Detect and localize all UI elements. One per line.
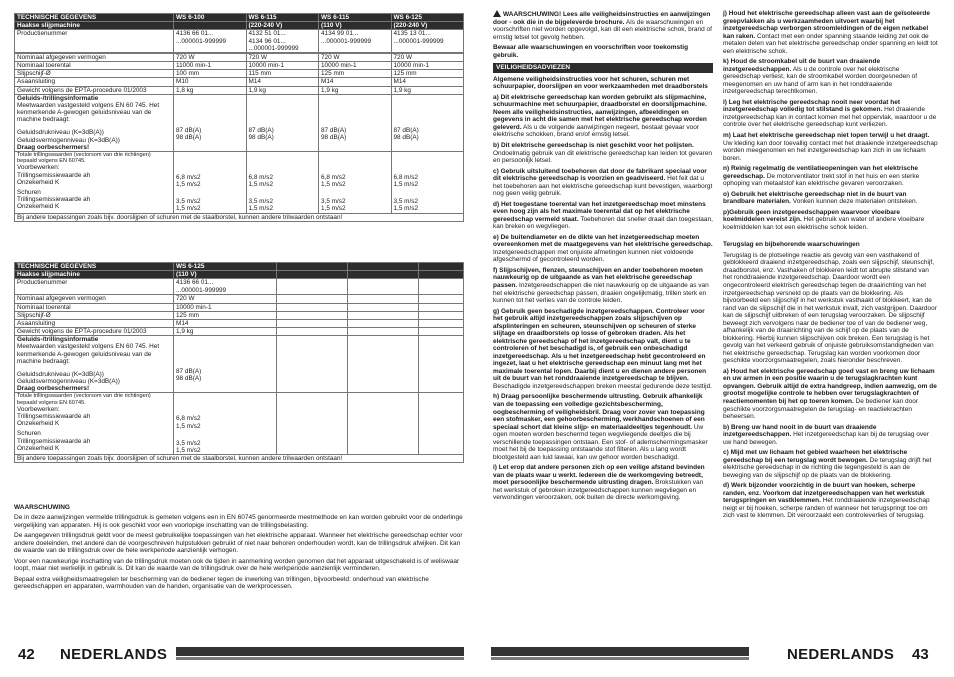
warning-icon [493, 10, 501, 17]
table-cell: 87 dB(A) 98 dB(A) [391, 94, 464, 151]
table-header-cell [419, 263, 464, 271]
list-item: k) Houd de stroomkabel uit de buurt van draaiende inzetgereedschappen. Als u de controle over het elektrische gereedschap verliest, kan de stroomkabel worden doorgesneden of meegenomen en uw hand of arm kan in het ronddraaiende inzetgereedschap terechtkomen. [723, 58, 918, 96]
paragraph: Bepaal extra veiligheidsmaatregelen ter bescherming van de bediener tegen de inwerking van trillingen, bijvoorbeeld: onderhoud van elektrische gereedschappen en apparaten, warmhouden van de handen, organisatie van de werkprocessen. [14, 575, 429, 591]
table-header-cell [277, 263, 348, 271]
table-header-cell: TECHNISCHE GEGEVENS [15, 263, 174, 271]
footer-bar [491, 647, 749, 656]
table-cell: 87 dB(A) 98 dB(A) [174, 94, 247, 151]
list-item: c) Mijd met uw lichaam het gebied waarheen het elektrische gereedschap bij een terugslag wordt bewogen. De terugslag drijft het elektrische gereedschap in de richting die tegengesteld is aan de beweging van de slijpschijf op de plaats van de blokkering. [723, 449, 932, 479]
table-cell: M14 [391, 78, 464, 86]
language-title: NEDERLANDS [60, 646, 168, 663]
table-cell: M10 [174, 78, 247, 86]
table-cell: M14 [246, 78, 319, 86]
table-header-cell: WS 6-125 [391, 14, 464, 22]
table-cell: 87 dB(A) 98 dB(A) [319, 94, 392, 151]
table-cell: M14 [319, 78, 392, 86]
table-cell: 6,8 m/s2 1,5 m/s2 3,5 m/s2 1,5 m/s2 [174, 393, 277, 455]
footer-bar [176, 657, 464, 660]
table-cell: 87 dB(A) 98 dB(A) [246, 94, 319, 151]
table-header-cell: Haakse slijpmachine [15, 271, 174, 279]
spec-table-2 [14, 262, 464, 463]
table-cell: 11000 min-1 [174, 62, 247, 70]
table-cell: 4136 66 01... ...000001-999999 [174, 279, 277, 295]
paragraph: Voor een nauwkeurige inschatting van de trillingsdruk moeten ook de tijden in aanmerking worden genomen dat het apparaat uitgeschakeld is of weliswaar loopt, maar niet werkelijk in gebruik is. Dit kan de waarde van de trillingsdruk over de hele werkperiode aanzienlijk verminderen. [14, 557, 460, 573]
noise-info: Geluids-/trillingsinformatie Meetwaarden vastgesteld volgens EN 60 745. Het kenmerkende A-gewogen geluidsniveau van de machine bedraagt: Geluidsdrukniveau (K=3dB(A)) Geluidsvermogenniveau (K=3dB(A)) Draag oorbeschermers! [15, 94, 174, 151]
table-header-cell: (220-240 V) [246, 22, 319, 30]
table-cell: 10000 min-1 [391, 62, 464, 70]
right-page [477, 0, 954, 677]
table-cell: 6,8 m/s2 1,5 m/s2 3,5 m/s2 1,5 m/s2 [246, 151, 319, 213]
table-label: Slijpschijf-Ø [15, 70, 174, 78]
list-item: a) Houd het elektrische gereedschap goed vast en breng uw lichaam en uw armen in een positie waarin u de terugslagkrachten kunt opvangen. Gebruik altijd de extra handgreep, indien aanwezig, om de grootst mogelijke controle te hebben over terugslagkrachten of reactiemomenten bij het op toeren komen. De bediener kan door geschikte voorzorgsmaatregelen de terugslag- en reactiekrachten beheersen. [723, 367, 937, 421]
table-cell: 4136 66 01... ...000001-999999 [174, 30, 247, 53]
table-cell: 125 mm [391, 70, 464, 78]
table-cell: 125 mm [319, 70, 392, 78]
list-item: n) Reinig regelmatig de ventilatieopeningen van het elektrische gereedschap. De motorventilator trekt stof in het huis en een sterke ophoping van metaalstof kan elektrische gevaren veroorzaken. [723, 165, 920, 188]
table-cell: 87 dB(A) 98 dB(A) [174, 336, 277, 393]
footer-right [477, 644, 954, 666]
footer-bar [491, 657, 749, 660]
list-item: a) Dit elektrische gereedschap kan worden gebruikt als slijpmachine, schuurmachine met schuurpapier, draadborstel en doorslijpmachine. Neem alle veiligheidsinstructies, aanwijzingen, afbeeldingen en gegevens in acht die samen met het elektrische gereedschap worden geleverd. Als u de volgende aanwijzingen negeert, bestaat gevaar voor elektrische schokken, brand en/of ernstig letsel. [493, 93, 707, 139]
list-item: f) Slijpschijven, flenzen, steunschijven en ander toebehoren moeten nauwkeurig op de uitgaande as van het elektrische gereedschap passen. Inzetgereedschappen die niet nauwkeurig op de uitgaande as van het elektrische gereedschap passen, draaien ongelijkmatig, trillen sterk en kunnen tot het verlies van de controle leiden. [493, 266, 709, 305]
table-header-cell [419, 271, 464, 279]
table-label: Nominaal afgegeven vermogen [15, 295, 174, 303]
list-item: g) Gebruik geen beschadigde inzetgereedschappen. Controleer voor het gebruik altijd inzetgereedschappen zoals slijpschijven op afsplinteringen en scheuren, steunschijven op scheuren of sterke slijtage en draadborstels op losse of gebroken draden. Als het elektrische gereedschap of het inzetgereedschap valt, dient u te controleren of het beschadigd is, of gebruik een onbeschadigd inzetgereedschap. Als u het inzetgereedschap hebt gecontroleerd en ingezet, laat u het elektrische gereedschap een minuut lang met het maximale toerental lopen. Daarbij dient u en dienen andere personen uit de buurt van het ronddraaiende inzetgereedschap te blijven. Beschadigde inzetgereedschappen breken meestal gedurende deze testtijd. [493, 307, 712, 390]
table-label: Productienummer [15, 30, 174, 53]
vibration-info: Totale trillingswaarden (vectorsom van drie richtingen) bepaald volgens EN 60745. Voorbewerken: Trillingsemissiewaarde ah Onzekerheid K Schuren Trillingsemissiewaarde ah Onzekerheid K [15, 393, 174, 455]
table-header-cell [348, 271, 419, 279]
table-label: Gewicht volgens de EPTA-procedure 01/2003 [15, 328, 174, 336]
table-label: Slijpschijf-Ø [15, 311, 174, 319]
table-cell: 1,9 kg [319, 86, 392, 94]
list-item: h) Draag persoonlijke beschermende uitrusting. Gebruik afhankelijk van de toepassing een volledige gezichtsbescherming, oogbescherming of veiligheidsbril. Draag voor zover van toepassing een stofmasker, een gehoorbescherming, werkhandschoenen of een speciaal schort dat kleine slijp- en materiaaldeeltjes tegenhoudt. Uw ogen moeten worden beschermd tegen wegvliegende deeltjes die bij verschillende toepassingen ontstaan. Een stof- of ademschermingsmasker moet het bij de toepassing ontstaande stof filteren. Als u lang wordt blootgesteld aan luid lawaai, kan uw gehoor worden beschadigd. [493, 393, 708, 461]
list-item: m) Laat het elektrische gereedschap niet lopen terwijl u het draagt. Uw kleding kan door toevallig contact met het draaiende inzetgereedschap worden meegenomen en het inzetgereedschap kan zich in uw lichaam boren. [723, 131, 938, 162]
table-cell: 125 mm [174, 311, 277, 319]
language-title: NEDERLANDS [787, 646, 895, 663]
paragraph: Terugslag is de plotselinge reactie als gevolg van een vasthakend of geblokkeerd draaiend inzetgereedschap, zoals een slijpschijf, steunschijf, draadborstel, enz. Vasthaken of blokkeren leidt tot abrupte stilstand van het ronddraaiende inzetgereedschap. Daardoor wordt een ongecontroleerd elektrisch gereedschap tegen de draairichting van het inzetgereedschap versneld op de plaats van de blokkering. Als bijvoorbeeld een slijpschijf in het werkstuk vasthaakt of blokkeert, kan de rand van de slijpschijf die in het werkstuk invalt, zich vastgrijpen. Daardoor kan de slijpschijf uitbreken of een terugslag veroorzaken. De slijpschijf beweegt zich vervolgens naar de bediener toe of van de bediener weg, afhankelijk van de draairichting van de schijf op de plaats van de blokkering. Hierbij kunnen slijpschijven ook breken. Een terugslag is het gevolg van het verkeerd gebruik of onjuiste gebruiksomstandigheden van het elektrische gereedschap. Terugslag kan worden voorkomen door geschikte voorzorgsmaatregelen, zoals hieronder beschreven. [723, 251, 937, 365]
table-cell: 720 W [319, 53, 392, 61]
list-item: l) Leg het elektrische gereedschap nooit neer voordat het inzetgereedschap volledig tot stilstand is gekomen. Het draaiende inzetgereedschap kan in contact komen met het oppervlak, waardoor u de controle over het elektrische gereedschap kunt verliezen. [723, 98, 937, 129]
table-cell: M14 [174, 319, 277, 327]
table-label: Nominaal afgegeven vermogen [15, 53, 174, 61]
table-header-cell [174, 22, 247, 30]
list-item: d) Het toegestane toerental van het inzetgereedschap moet minstens even hoog zijn als het maximale toerental dat op het elektrische gereedschap vermeld staat. Toebehoren dat sneller draait dan toegestaan, kan breken en wegvliegen. [493, 200, 713, 231]
table-cell: 6,8 m/s2 1,5 m/s2 3,5 m/s2 1,5 m/s2 [174, 151, 247, 213]
subsection-heading: Algemene veiligheidsinstructies voor het schuren, schuren met schuurpapier, doorslijpen en voor werkzaamheden met draadborstels [493, 75, 708, 91]
page-number: 42 [18, 646, 35, 663]
table-label: Productienummer [15, 279, 174, 295]
table-header-cell: Haakse slijpmachine [15, 22, 174, 30]
table-label: Nominaal toerental [15, 303, 174, 311]
list-item: i) Let erop dat andere personen zich op een veilige afstand bevinden van de plaats waar u werkt. Iedereen die de werkomgeving betreedt, moet persoonlijke beschermende uitrusting dragen. Brokstukken van het werkstuk of gebroken inzetgereedschappen kunnen wegvliegen en verwondingen veroorzaken, ook buiten de directe werkomgeving. [493, 464, 705, 502]
table-cell: 720 W [174, 53, 247, 61]
table-cell: 4135 13 01... ...000001-999999 [391, 30, 464, 53]
list-item: b) Dit elektrische gereedschap is niet geschikt voor het polijsten. Ondoelmatig gebruik van dit elektrische gereedschap kan leiden tot gevaren en persoonlijk letsel. [493, 141, 712, 165]
table-label: Gewicht volgens de EPTA-procedure 01/2003 [15, 86, 174, 94]
section-heading: VEILIGHEIDSADVIEZEN [493, 63, 713, 73]
paragraph: De in deze aanwijzingen vermelde trillingsdruk is gemeten volgens een in EN 60745 genormeerde meetmethode en kan worden gebruikt voor de onderlinge vergelijking van apparaten. Hij is ook geschikt voor een voorlopige inschatting van de trillingsbelasting. [14, 514, 463, 529]
table-cell: 6,8 m/s2 1,5 m/s2 3,5 m/s2 1,5 m/s2 [391, 151, 464, 213]
table-cell: 4134 99 01... ...000001-999999 [319, 30, 392, 53]
table-cell: 1,8 kg [174, 86, 247, 94]
table-header-cell: WS 6-115 [246, 14, 319, 22]
page-number: 43 [912, 646, 929, 663]
table-note: Bij andere toepassingen zoals bijv. doorslijpen of schuren met de staalborstel, kunnen andere trilwaarden ontstaan! [15, 213, 464, 221]
vibration-info: Totale trillingswaarden (vectorsom van drie richtingen) bepaald volgens EN 60745. Voorbewerken: Trillingsemissiewaarde ah Onzekerheid K Schuren Trillingsemissiewaarde ah Onzekerheid K [15, 151, 174, 213]
footer-bar [176, 647, 464, 656]
table-header-cell [348, 263, 419, 271]
table-cell: 10000 min-1 [246, 62, 319, 70]
table-label: Asaansluiting [15, 78, 174, 86]
list-item: j) Houd het elektrische gereedschap alleen vast aan de geïsoleerde greepvlakken als u werkzaamheden uitvoert waarbij het inzetgereedschap verborgen stroomleidingen of de eigen netkabel kan raken. Contact met een onder spanning staande leiding zet ook de metalen delen van het elektrische gereedschap onder spanning en leidt tot een elektrische schok. [723, 10, 938, 55]
table-cell: 1,9 kg [391, 86, 464, 94]
spec-table-1 [14, 13, 464, 222]
table-cell: 720 W [174, 295, 277, 303]
keep-instructions: Bewaar alle waarschuwingen en voorschriften voor toekomstig gebruik. [493, 44, 689, 59]
table-header-cell: TECHNISCHE GEGEVENS [15, 14, 174, 22]
subsection-heading: Terugslag en bijbehorende waarschuwingen [723, 241, 860, 249]
table-cell: 1,9 kg [246, 86, 319, 94]
text-column [493, 10, 713, 505]
list-item: d) Werk bijzonder voorzichtig in de buurt van hoeken, scherpe randen, enz. Voorkom dat inzetgereedschappen van het werkstuk terugspringen en vastklemmen. Het ronddraaiende inzetgereedschap neigt er bij hoeken, scherpe randen of wanneer het terugspringt toe om zich vast te klemmen. Dit veroorzaakt een controleverlies of terugslag. [723, 482, 930, 520]
table-cell: 115 mm [246, 70, 319, 78]
table-header-cell: (110 V) [174, 271, 277, 279]
text-column [723, 10, 938, 523]
list-item: p)Gebruik geen inzetgereedschappen waarvoor vloeibare koelmiddelen vereist zijn. Het gebruik van water of andere vloeibare koelmiddelen kan tot een elektrische schok leiden. [723, 208, 925, 231]
list-item: e) De buitendiameter en de dikte van het inzetgereedschap moeten overeenkomen met de maatgegevens van het elektrische gereedschap. Inzetgereedschappen met onjuiste afmetingen kunnen niet voldoende afgeschermd of gecontroleerd worden. [493, 233, 713, 264]
warning-block: WAARSCHUWING! Lees alle veiligheidsinstructies en aanwijzingen door - ook die in de bijgeleverde brochure. Als de waarschuwingen en voorschriften niet worden opgevolgd, kan dit een elektrische schok, brand of ernstig letsel tot gevolg hebben. [493, 11, 712, 41]
table-header-cell: WS 6-125 [174, 263, 277, 271]
table-cell: 10000 min-1 [319, 62, 392, 70]
table-header-cell: WS 6-100 [174, 14, 247, 22]
vibration-warning [14, 504, 466, 594]
table-cell: 6,8 m/s2 1,5 m/s2 3,5 m/s2 1,5 m/s2 [319, 151, 392, 213]
table-header-cell: (110 V) [319, 22, 392, 30]
list-item: b) Breng uw hand nooit in de buurt van draaiende inzetgereedschappen. Het inzetgereedschap kan bij de terugslag over uw hand bewegen. [723, 423, 929, 446]
table-cell: 10000 min-1 [174, 303, 277, 311]
table-cell: 4132 51 01... 4134 96 01... ...000001-999999 [246, 30, 319, 53]
table-cell: 100 mm [174, 70, 247, 78]
footer-left [0, 644, 477, 666]
table-header-cell [277, 271, 348, 279]
section-heading: WAARSCHUWING [14, 504, 70, 511]
table-cell: 720 W [246, 53, 319, 61]
table-label: Nominaal toerental [15, 62, 174, 70]
table-note: Bij andere toepassingen zoals bijv. doorslijpen of schuren met de staalborstel, kunnen andere trilwaarden ontstaan! [15, 455, 464, 463]
table-label: Asaansluiting [15, 319, 174, 327]
list-item: o) Gebruik het elektrische gereedschap niet in de buurt van brandbare materialen. Vonken kunnen deze materialen ontsteken. [723, 190, 918, 206]
table-cell: 1,9 kg [174, 328, 277, 336]
list-item: c) Gebruik uitsluitend toebehoren dat door de fabrikant speciaal voor dit elektrische gereedschap is voorzien en geadviseerd. Het feit dat u het toebehoren aan het elektrische gereedschap kunt bevestigen, waarborgt nog geen veilig gebruik. [493, 167, 713, 198]
table-cell: 720 W [391, 53, 464, 61]
table-header-cell: (220-240 V) [391, 22, 464, 30]
noise-info: Geluids-/trillingsinformatie Meetwaarden vastgesteld volgens EN 60 745. Het kenmerkende A-gewogen geluidsniveau van de machine bedraagt: Geluidsdrukniveau (K=3dB(A)) Geluidsvermogenniveau (K=3dB(A)) Draag oorbeschermers! [15, 336, 174, 393]
paragraph: De aangegeven trillingsdruk geldt voor de meest gebruikelijke toepassingen van het elektrische apparaat. Wanneer het elektrische gereedschap echter voor andere doeleinden, met andere dan de voorgeschreven hulpstukken gebruikt of niet naar behoren onderhouden wordt, kan de trillingsdruk afwijken. Dit kan de waarde van de trillingsdruk over de hele werkperiode aanzienlijk verhogen. [14, 532, 463, 555]
table-header-cell: WS 6-115 [319, 14, 392, 22]
